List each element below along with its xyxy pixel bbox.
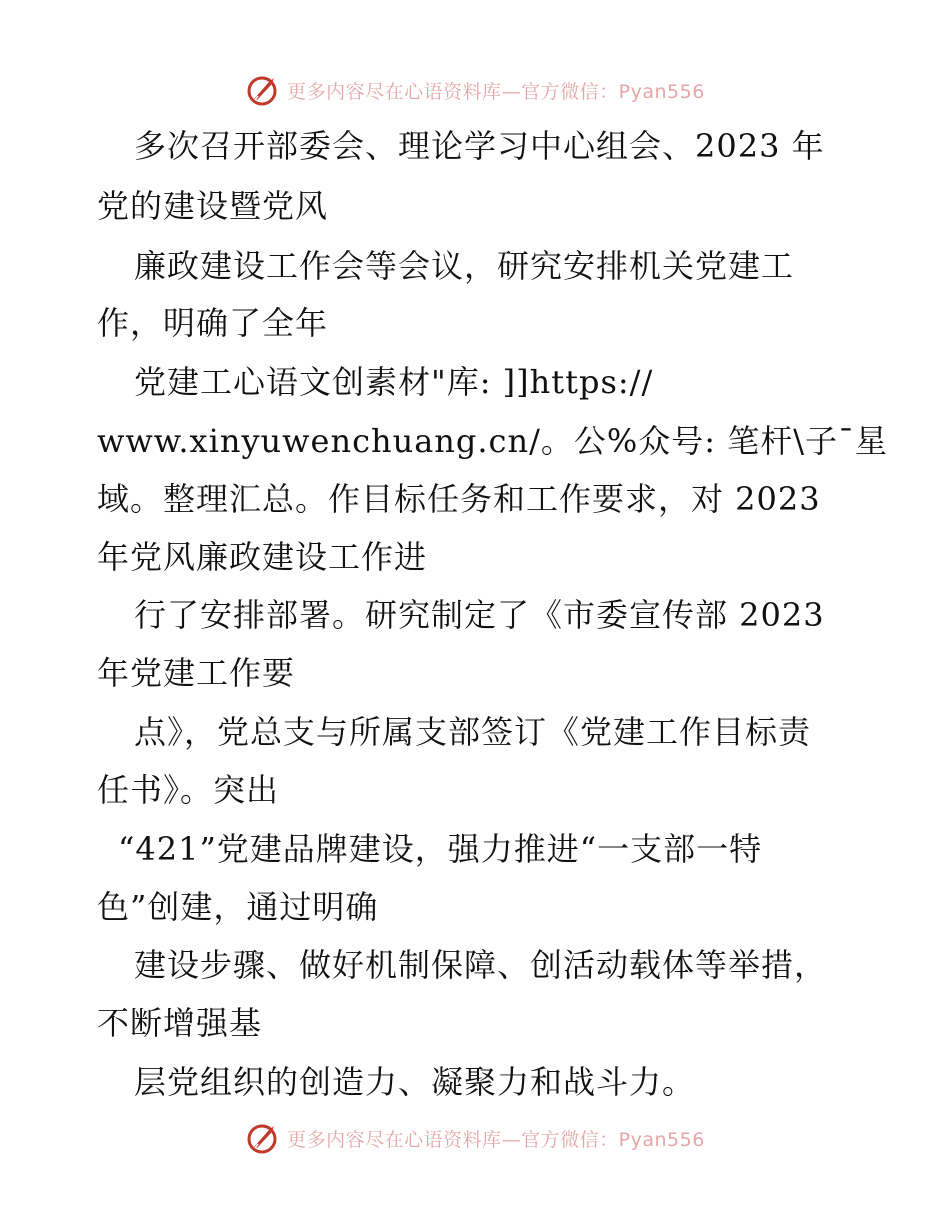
text-line: 任书》。突出	[97, 771, 280, 809]
text-line: 廉政建设工作会等会议，研究安排机关党建工	[134, 247, 795, 285]
text-line: 党的建设暨党风	[97, 187, 329, 225]
text-line: www.xinyuwenchuang.cn/。公%众号: 笔杆\子¯星	[97, 422, 889, 460]
header-banner-handle: Pyan556	[618, 80, 705, 103]
text-line: 不断增强基	[97, 1004, 263, 1042]
text-line: “421”党建品牌建设，强力推进“一支部一特	[118, 830, 763, 868]
footer-watermark-banner	[0, 1118, 950, 1158]
text-line: 年党风廉政建设工作进	[97, 538, 428, 576]
quill-pen-logo-icon	[245, 1120, 281, 1156]
footer-banner-handle: Pyan556	[618, 1128, 705, 1151]
text-line: 行了安排部署。研究制定了《市委宣传部 2023	[134, 596, 825, 634]
footer-banner-text: 更多内容尽在心语资料库—官方微信：Pyan556	[287, 1128, 705, 1151]
text-line: 层党组织的创造力、凝聚力和战斗力。	[134, 1063, 696, 1101]
text-line: 点》，党总支与所属支部签订《党建工作目标责	[134, 713, 812, 751]
text-line: 党建工心语文创素材"库: ]]https://	[134, 363, 654, 401]
text-line: 作，明确了全年	[97, 304, 329, 342]
text-line: 建设步骤、做好机制保障、创活动载体等举措，	[134, 946, 828, 984]
text-line: 色”创建，通过明确	[97, 888, 379, 926]
text-line: 多次召开部委会、理论学习中心组会、2023 年	[134, 127, 825, 165]
text-line: 年党建工作要	[97, 654, 296, 692]
text-line: 域。整理汇总。作目标任务和工作要求，对 2023	[97, 480, 821, 518]
header-banner-text: 更多内容尽在心语资料库—官方微信：Pyan556	[287, 80, 705, 103]
